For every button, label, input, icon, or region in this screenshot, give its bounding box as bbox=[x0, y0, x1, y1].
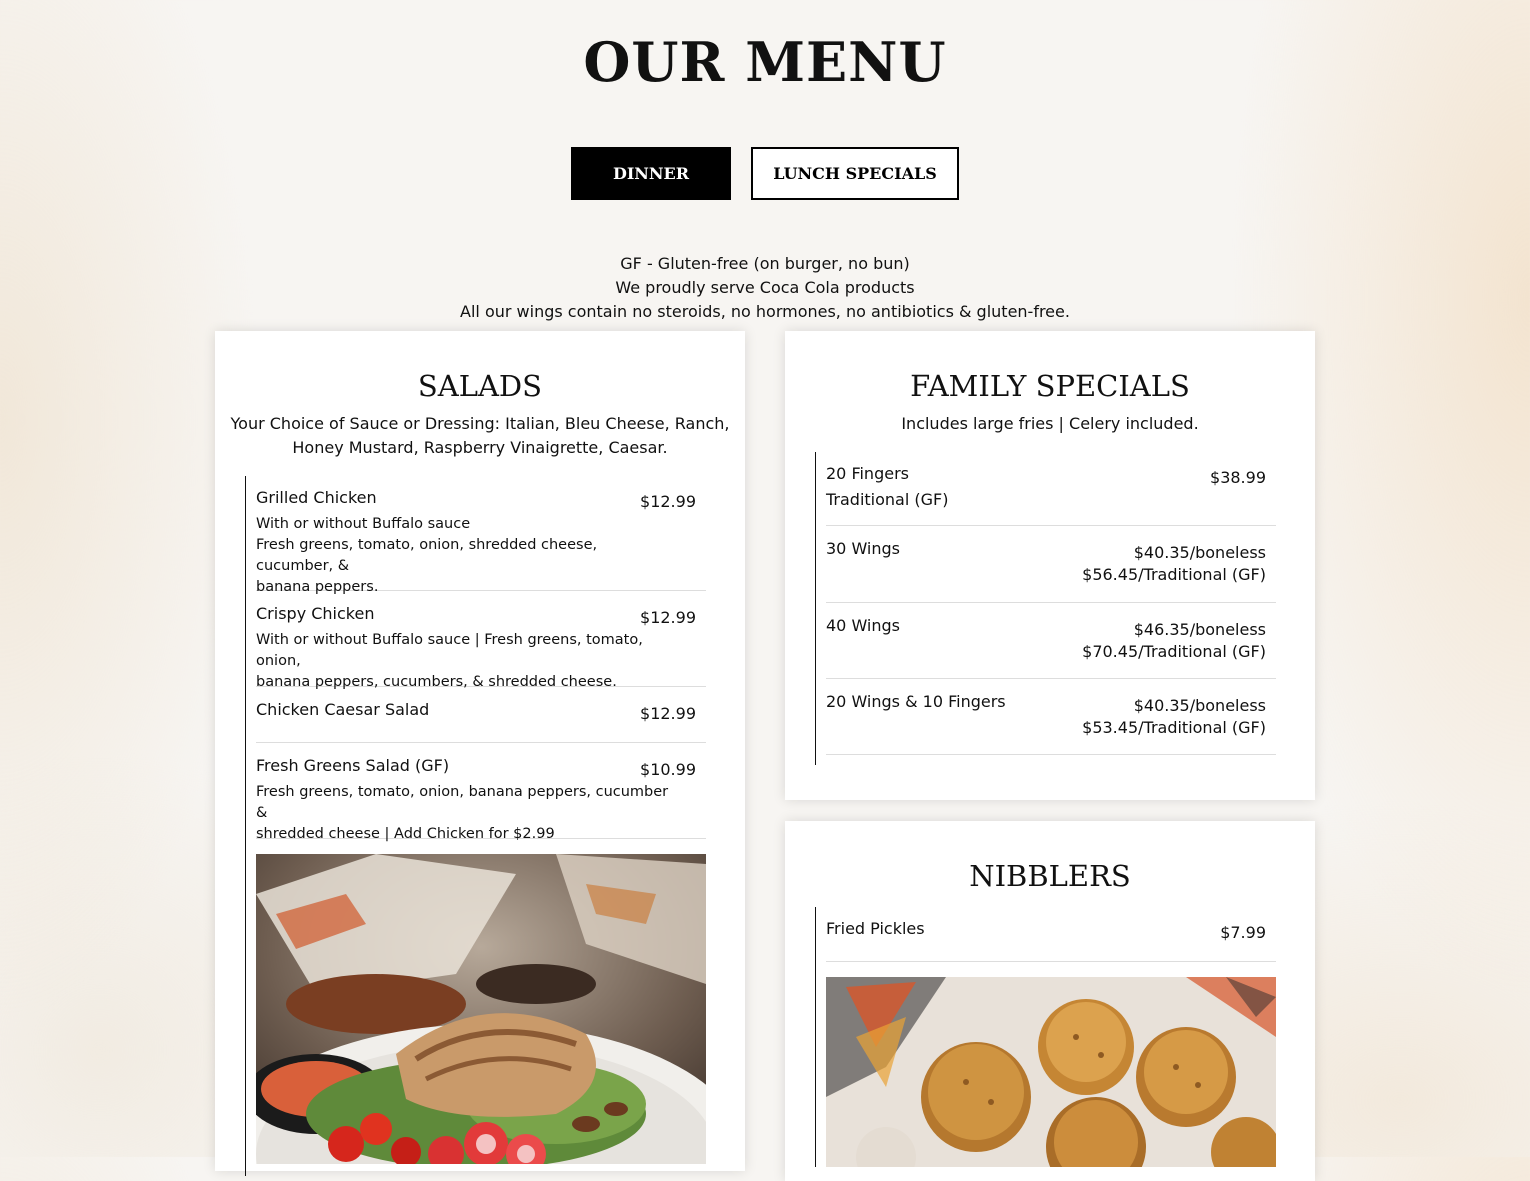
fried-bites-photo-icon bbox=[826, 977, 1276, 1167]
salads-subtitle-line: Your Choice of Sauce or Dressing: Italian, Bleu Cheese, Ranch, bbox=[230, 414, 730, 433]
salads-item-list bbox=[245, 476, 706, 1176]
item-description-line: With or without Buffalo sauce bbox=[256, 516, 471, 532]
salads-title: SALADS bbox=[417, 369, 543, 403]
nibblers-title: NIBBLERS bbox=[969, 859, 1131, 893]
fried-bites-photo bbox=[826, 977, 1276, 1167]
item-price bbox=[1082, 695, 1266, 739]
list-item bbox=[826, 464, 1276, 526]
item-price-boneless: $40.35/boneless bbox=[1133, 696, 1266, 715]
page-title: OUR MENU bbox=[583, 30, 947, 94]
note-coca-cola: We proudly serve Coca Cola products bbox=[615, 278, 915, 297]
item-description bbox=[256, 514, 676, 598]
family-specials-title: FAMILY SPECIALS bbox=[910, 369, 1190, 403]
item-price: $12.99 bbox=[640, 608, 696, 627]
list-item bbox=[256, 488, 706, 595]
salads-subtitle-line: Honey Mustard, Raspberry Vinaigrette, Caesar. bbox=[292, 438, 668, 457]
item-name: 20 Fingers bbox=[826, 464, 909, 483]
tab-lunch-specials[interactable]: LUNCH SPECIALS bbox=[751, 147, 959, 200]
tab-dinner[interactable]: DINNER bbox=[571, 147, 731, 200]
item-name: 20 Wings & 10 Fingers bbox=[826, 692, 1006, 711]
salad-photo-icon bbox=[256, 854, 706, 1164]
list-item bbox=[826, 539, 1276, 603]
item-price bbox=[1082, 619, 1266, 663]
note-wings: All our wings contain no steroids, no hormones, no antibiotics & gluten-free. bbox=[460, 302, 1070, 321]
note-gluten-free: GF - Gluten-free (on burger, no bun) bbox=[620, 254, 910, 273]
list-item bbox=[256, 756, 706, 842]
menu-notes bbox=[0, 252, 1530, 324]
nibblers-item-list bbox=[815, 907, 1276, 1167]
item-name: 40 Wings bbox=[826, 616, 900, 635]
list-item bbox=[826, 919, 1276, 962]
family-specials-item-list bbox=[815, 452, 1276, 765]
list-item bbox=[826, 616, 1276, 679]
list-item bbox=[256, 700, 706, 743]
item-name: Grilled Chicken bbox=[256, 488, 377, 507]
item-price: $12.99 bbox=[640, 492, 696, 511]
salads-subtitle bbox=[215, 412, 745, 460]
item-name: Fresh Greens Salad (GF) bbox=[256, 756, 450, 775]
item-description bbox=[256, 630, 676, 693]
item-description-line: banana peppers, cucumbers, & shredded cheese. bbox=[256, 674, 617, 690]
item-price bbox=[1082, 542, 1266, 586]
item-price-boneless: $40.35/boneless bbox=[1133, 543, 1266, 562]
item-name: Crispy Chicken bbox=[256, 604, 375, 623]
item-description-line: Fresh greens, tomato, onion, banana peppers, cucumber & bbox=[256, 784, 669, 821]
item-description bbox=[256, 782, 676, 845]
item-description-line: banana peppers. bbox=[256, 579, 379, 595]
salad-photo bbox=[256, 854, 706, 1164]
list-item bbox=[256, 604, 706, 690]
item-name: Fried Pickles bbox=[826, 919, 925, 938]
item-description-line: Fresh greens, tomato, onion, shredded cheese, cucumber, & bbox=[256, 537, 598, 574]
menu-tabs bbox=[0, 147, 1530, 200]
item-name: 30 Wings bbox=[826, 539, 900, 558]
nibblers-card bbox=[785, 821, 1315, 1181]
item-price-traditional: $53.45/Traditional (GF) bbox=[1082, 718, 1266, 737]
item-price-boneless: $46.35/boneless bbox=[1133, 620, 1266, 639]
item-price-traditional: $70.45/Traditional (GF) bbox=[1082, 642, 1266, 661]
item-price-traditional: $56.45/Traditional (GF) bbox=[1082, 565, 1266, 584]
item-price: $12.99 bbox=[640, 704, 696, 723]
item-description-line: With or without Buffalo sauce | Fresh greens, tomato, onion, bbox=[256, 632, 643, 669]
item-price: $38.99 bbox=[1210, 468, 1266, 487]
item-description: Traditional (GF) bbox=[826, 490, 949, 509]
item-description-line: shredded cheese | Add Chicken for $2.99 bbox=[256, 826, 555, 842]
item-name: Chicken Caesar Salad bbox=[256, 700, 430, 719]
list-item bbox=[826, 692, 1276, 755]
salads-card bbox=[215, 331, 745, 1171]
family-specials-card bbox=[785, 331, 1315, 800]
family-specials-subtitle: Includes large fries | Celery included. bbox=[901, 414, 1199, 433]
item-price: $7.99 bbox=[1220, 923, 1266, 942]
item-price: $10.99 bbox=[640, 760, 696, 779]
